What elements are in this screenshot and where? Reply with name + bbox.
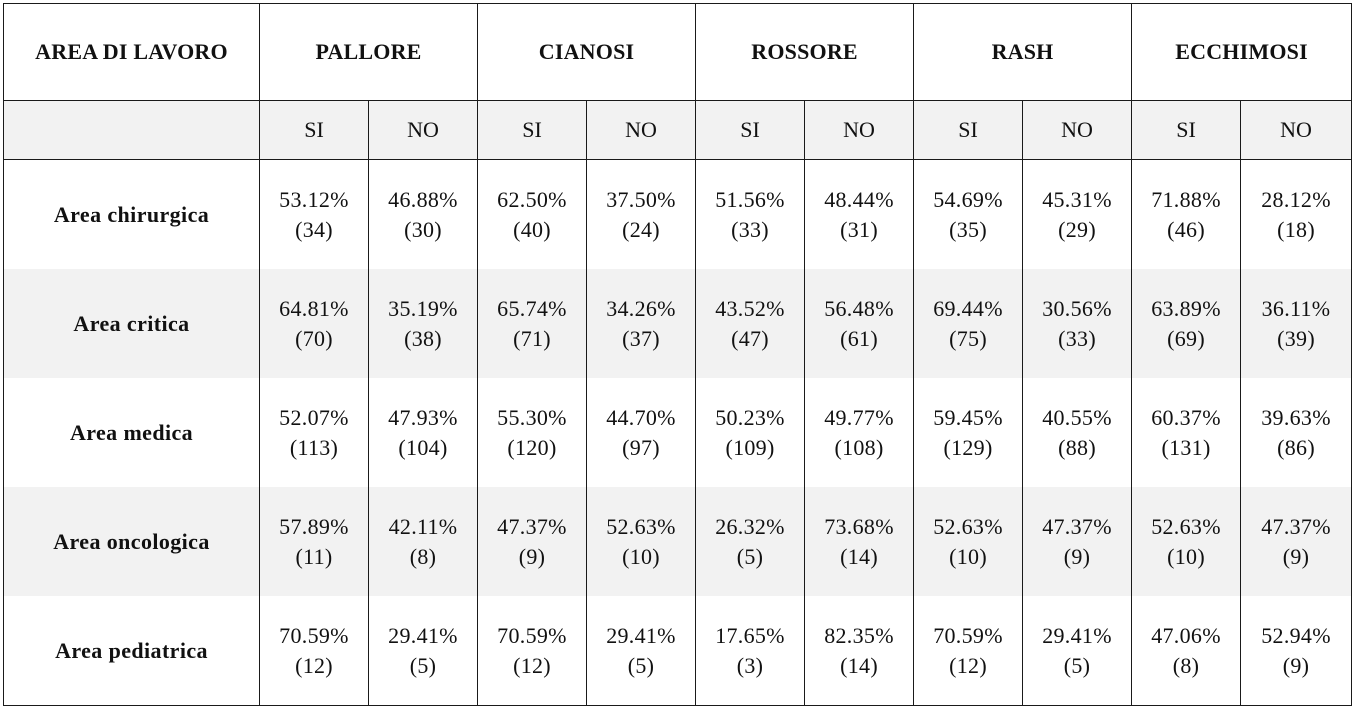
cell-count: (24): [622, 216, 660, 242]
table-cell: [478, 487, 587, 596]
table-cell: [1241, 596, 1352, 706]
area-label: Area oncologica: [4, 487, 260, 596]
table-cell: [587, 160, 696, 270]
table-cell: [696, 378, 805, 487]
cell-count: (9): [1282, 543, 1310, 569]
area-label: Area pediatrica: [4, 596, 260, 706]
cell-percentage: 53.12%: [279, 186, 349, 212]
table-cell: [1023, 269, 1132, 378]
sub-header-si: SI: [914, 101, 1023, 160]
cell-percentage: 57.89%: [279, 513, 349, 539]
cell-percentage: 46.88%: [388, 186, 458, 212]
cell-percentage: 63.89%: [1151, 295, 1221, 321]
cell-count: (97): [622, 434, 660, 460]
cell-count: (47): [731, 325, 769, 351]
table-cell: [1132, 160, 1241, 270]
table-cell: [805, 269, 914, 378]
cell-count: (30): [404, 216, 442, 242]
sub-header-no: NO: [587, 101, 696, 160]
area-label: Area critica: [4, 269, 260, 378]
table-cell: [260, 487, 369, 596]
cell-count: (69): [1167, 325, 1205, 351]
table-cell: [805, 596, 914, 706]
cell-count: (12): [513, 652, 551, 678]
cell-percentage: 45.31%: [1042, 186, 1112, 212]
cell-percentage: 29.41%: [388, 622, 458, 648]
cell-count: (35): [949, 216, 987, 242]
cell-percentage: 35.19%: [388, 295, 458, 321]
cell-percentage: 62.50%: [497, 186, 567, 212]
table-cell: [478, 596, 587, 706]
table-cell: [1132, 269, 1241, 378]
table-cell: [369, 160, 478, 270]
group-header-cianosi: CIANOSI: [478, 4, 696, 101]
table-cell: [914, 378, 1023, 487]
sub-header-si: SI: [478, 101, 587, 160]
cell-count: (9): [518, 543, 546, 569]
cell-count: (34): [295, 216, 333, 242]
cell-percentage: 30.56%: [1042, 295, 1112, 321]
table-row: [4, 269, 1352, 378]
cell-percentage: 73.68%: [824, 513, 894, 539]
cell-percentage: 64.81%: [279, 295, 349, 321]
cell-percentage: 60.37%: [1151, 404, 1221, 430]
group-header-ecchimosi: ECCHIMOSI: [1132, 4, 1352, 101]
cell-count: (108): [834, 434, 884, 460]
table-cell: [1241, 269, 1352, 378]
table-cell: [587, 487, 696, 596]
cell-count: (18): [1277, 216, 1315, 242]
cell-percentage: 65.74%: [497, 295, 567, 321]
header-row: [4, 4, 1352, 101]
cell-percentage: 37.50%: [606, 186, 676, 212]
cell-percentage: 47.37%: [1261, 513, 1331, 539]
cell-count: (3): [736, 652, 764, 678]
table-cell: [1132, 487, 1241, 596]
cell-percentage: 59.45%: [933, 404, 1003, 430]
table-row: [4, 487, 1352, 596]
cell-count: (8): [1172, 652, 1200, 678]
cell-count: (5): [627, 652, 655, 678]
cell-count: (33): [1058, 325, 1096, 351]
cell-count: (31): [840, 216, 878, 242]
cell-percentage: 36.11%: [1261, 295, 1331, 321]
sub-header-no: NO: [805, 101, 914, 160]
cell-count: (5): [736, 543, 764, 569]
cell-percentage: 56.48%: [824, 295, 894, 321]
cell-count: (37): [622, 325, 660, 351]
cell-percentage: 70.59%: [279, 622, 349, 648]
data-table: [3, 3, 1352, 706]
cell-percentage: 47.37%: [497, 513, 567, 539]
cell-percentage: 43.52%: [715, 295, 785, 321]
cell-count: (131): [1161, 434, 1211, 460]
cell-percentage: 44.70%: [606, 404, 676, 430]
table-cell: [369, 596, 478, 706]
table-cell: [369, 487, 478, 596]
cell-percentage: 42.11%: [388, 513, 458, 539]
cell-percentage: 52.07%: [279, 404, 349, 430]
table-cell: [914, 487, 1023, 596]
sub-header-empty: [4, 101, 260, 160]
cell-count: (14): [840, 543, 878, 569]
cell-count: (10): [949, 543, 987, 569]
cell-count: (46): [1167, 216, 1205, 242]
table-cell: [696, 487, 805, 596]
cell-count: (120): [507, 434, 557, 460]
cell-count: (9): [1063, 543, 1091, 569]
cell-count: (71): [513, 325, 551, 351]
area-column-header: AREA DI LAVORO: [4, 4, 260, 101]
cell-count: (70): [295, 325, 333, 351]
cell-percentage: 34.26%: [606, 295, 676, 321]
cell-count: (113): [289, 434, 339, 460]
cell-percentage: 52.63%: [933, 513, 1003, 539]
cell-percentage: 28.12%: [1261, 186, 1331, 212]
cell-count: (33): [731, 216, 769, 242]
cell-percentage: 29.41%: [606, 622, 676, 648]
cell-percentage: 51.56%: [715, 186, 785, 212]
cell-percentage: 55.30%: [497, 404, 567, 430]
table-cell: [914, 160, 1023, 270]
cell-count: (11): [295, 543, 333, 569]
table-cell: [1023, 596, 1132, 706]
table-cell: [914, 596, 1023, 706]
cell-count: (10): [622, 543, 660, 569]
sub-header-row: [4, 101, 1352, 160]
cell-count: (8): [409, 543, 437, 569]
cell-count: (40): [513, 216, 551, 242]
cell-count: (75): [949, 325, 987, 351]
cell-percentage: 52.94%: [1261, 622, 1331, 648]
cell-count: (14): [840, 652, 878, 678]
cell-percentage: 39.63%: [1261, 404, 1331, 430]
cell-count: (129): [943, 434, 993, 460]
table-cell: [260, 378, 369, 487]
table-cell: [369, 269, 478, 378]
cell-count: (39): [1277, 325, 1315, 351]
group-header-pallore: PALLORE: [260, 4, 478, 101]
cell-percentage: 54.69%: [933, 186, 1003, 212]
table-cell: [1132, 596, 1241, 706]
cell-percentage: 29.41%: [1042, 622, 1112, 648]
cell-percentage: 50.23%: [715, 404, 785, 430]
cell-percentage: 47.06%: [1151, 622, 1221, 648]
group-header-rossore: ROSSORE: [696, 4, 914, 101]
cell-count: (5): [409, 652, 437, 678]
area-label: Area chirurgica: [4, 160, 260, 270]
table-cell: [1241, 487, 1352, 596]
table-row: [4, 596, 1352, 706]
table-cell: [478, 269, 587, 378]
table-cell: [1132, 378, 1241, 487]
table-cell: [587, 378, 696, 487]
table-cell: [1241, 378, 1352, 487]
sub-header-no: NO: [1241, 101, 1352, 160]
table-cell: [805, 160, 914, 270]
cell-count: (109): [725, 434, 775, 460]
cell-count: (88): [1058, 434, 1096, 460]
table-cell: [1241, 160, 1352, 270]
cell-percentage: 17.65%: [715, 622, 785, 648]
table-cell: [805, 378, 914, 487]
table-row: [4, 378, 1352, 487]
table-cell: [369, 378, 478, 487]
table-cell: [587, 596, 696, 706]
sub-header-si: SI: [696, 101, 805, 160]
cell-percentage: 47.37%: [1042, 513, 1112, 539]
table-cell: [914, 269, 1023, 378]
cell-percentage: 48.44%: [824, 186, 894, 212]
cell-count: (29): [1058, 216, 1096, 242]
table-cell: [260, 160, 369, 270]
cell-count: (38): [404, 325, 442, 351]
table-cell: [587, 269, 696, 378]
cell-percentage: 70.59%: [497, 622, 567, 648]
cell-percentage: 52.63%: [1151, 513, 1221, 539]
cell-percentage: 82.35%: [824, 622, 894, 648]
table-row: [4, 160, 1352, 270]
cell-percentage: 69.44%: [933, 295, 1003, 321]
table-cell: [478, 378, 587, 487]
sub-header-si: SI: [260, 101, 369, 160]
cell-count: (12): [949, 652, 987, 678]
table-cell: [260, 269, 369, 378]
table-cell: [696, 160, 805, 270]
cell-count: (5): [1063, 652, 1091, 678]
table-cell: [805, 487, 914, 596]
cell-percentage: 49.77%: [824, 404, 894, 430]
sub-header-no: NO: [369, 101, 478, 160]
group-header-rash: RASH: [914, 4, 1132, 101]
cell-percentage: 26.32%: [715, 513, 785, 539]
cell-count: (9): [1282, 652, 1310, 678]
table-cell: [260, 596, 369, 706]
cell-count: (86): [1277, 434, 1315, 460]
cell-percentage: 71.88%: [1151, 186, 1221, 212]
table-cell: [1023, 160, 1132, 270]
cell-count: (61): [840, 325, 878, 351]
table-cell: [478, 160, 587, 270]
cell-percentage: 47.93%: [388, 404, 458, 430]
table-cell: [696, 596, 805, 706]
cell-count: (12): [295, 652, 333, 678]
cell-percentage: 40.55%: [1042, 404, 1112, 430]
sub-header-si: SI: [1132, 101, 1241, 160]
cell-percentage: 70.59%: [933, 622, 1003, 648]
table-cell: [696, 269, 805, 378]
table-cell: [1023, 378, 1132, 487]
cell-count: (104): [398, 434, 448, 460]
sub-header-no: NO: [1023, 101, 1132, 160]
table-cell: [1023, 487, 1132, 596]
area-label: Area medica: [4, 378, 260, 487]
cell-percentage: 52.63%: [606, 513, 676, 539]
cell-count: (10): [1167, 543, 1205, 569]
